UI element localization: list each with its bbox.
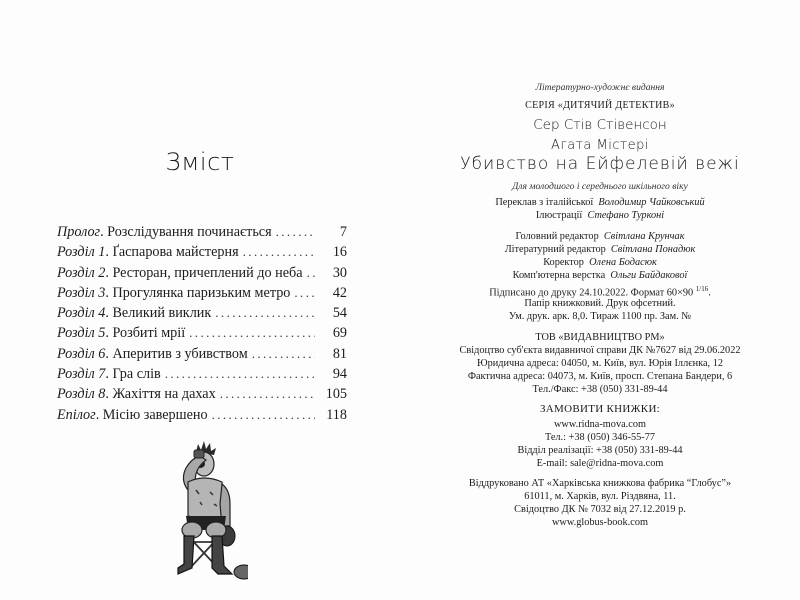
credit-name: Стефано Турконі — [587, 210, 665, 221]
boxer-illustration — [152, 432, 248, 584]
toc-entry: Епілог . Місію завершено ..... 118 — [57, 405, 347, 425]
toc-entry-prefix: Розділ 3 — [57, 284, 106, 301]
toc-entry-prefix: Розділ 4 — [57, 305, 106, 322]
publisher-name: ТОВ «ВИДАВНИЦТВО РМ» — [535, 332, 665, 343]
toc-entry-page: 105 — [325, 386, 347, 403]
toc-entry: Розділ 2 . Ресторан, причеплений до неба ..... 30 — [57, 263, 347, 283]
credit-role: Переклав з італійської — [495, 197, 594, 208]
toc-leader-dots — [189, 323, 315, 343]
order-website-link[interactable]: www.ridna-mova.com — [554, 419, 646, 430]
toc-entry: Розділ 1 . Ґаспарова майстерня ..... 16 — [57, 242, 347, 262]
toc-entry-page: 7 — [339, 224, 347, 240]
editor-credit — [400, 257, 800, 268]
toc-entry-title: Аперитив з убивством — [112, 345, 248, 362]
toc-entry: Розділ 8 . Жахіття на дахах ..... 105 — [57, 384, 347, 404]
toc-entry-page: 94 — [332, 366, 347, 383]
toc-entry-title: Гра слів — [112, 366, 161, 383]
toc-entry: Розділ 6 . Аперитив з убивством ..... 81 — [57, 344, 347, 364]
printer-certificate: Свідоцтво ДК № 7032 від 27.12.2019 р. — [514, 504, 686, 515]
editor-name: Олена Бодасюк — [589, 257, 657, 268]
toc-entry-page: 16 — [332, 244, 347, 261]
toc-entry-prefix: Епілог — [57, 406, 96, 423]
series-name: Агата Містері — [551, 138, 649, 153]
toc-entry-title: Розслідування починається — [107, 224, 272, 240]
credit-name: Володимир Чайковський — [598, 197, 705, 208]
toc-entry-page: 118 — [326, 406, 347, 423]
toc-entry-title: Великий виклик — [112, 305, 212, 322]
credit-role: Ілюстрації — [535, 210, 583, 221]
toc-entry: Розділ 5 . Розбиті мрії ..... 69 — [57, 323, 347, 343]
toc-entry: Пролог . Розслідування починається ..... 7 — [57, 222, 347, 242]
toc-entry-title: Ресторан, причеплений до неба — [112, 264, 303, 281]
toc-leader-dots — [276, 222, 315, 242]
toc-entry-title: Розбиті мрії — [112, 325, 186, 342]
toc-leader-dots — [243, 242, 315, 262]
printer-name: Віддруковано АТ «Харківська книжкова фабрика “Глобус”» — [468, 478, 732, 489]
toc-leader-dots — [220, 384, 315, 404]
audience-label: Для молодшого і середнього шкільного віку — [512, 181, 688, 192]
toc-leader-dots — [165, 364, 315, 384]
print-paper: Папір книжковий. Друк офсетний. — [524, 298, 676, 309]
translator-credit — [400, 197, 800, 208]
toc-entry-title: Ґаспарова майстерня — [112, 244, 239, 261]
book-title: Убивство на Ейфелевій вежі — [460, 154, 740, 174]
genre-label: Літературно-художнє видання — [535, 82, 665, 93]
toc-entry-page: 54 — [332, 305, 347, 322]
toc-entry-prefix: Розділ 5 — [57, 325, 106, 342]
toc-entry-page: 42 — [332, 284, 347, 301]
order-sales-phone: Відділ реалізації: +38 (050) 331-89-44 — [517, 445, 683, 456]
toc-entry-prefix: Розділ 6 — [57, 345, 106, 362]
toc-entry-prefix: Пролог — [57, 224, 101, 240]
print-signed: Підписано до друку 24.10.2022. Формат 60×90 $^{1/16}$. — [489, 285, 711, 299]
toc-leader-dots — [252, 344, 315, 364]
table-of-contents — [57, 222, 347, 425]
toc-entry-prefix: Розділ 1 — [57, 244, 106, 261]
format-fraction: 1/16 — [695, 285, 709, 293]
editor-role: Літературний редактор — [504, 244, 606, 255]
editor-credit — [400, 231, 800, 242]
toc-entry-title: Жахіття на дахах — [112, 386, 216, 403]
toc-entry-page: 30 — [332, 264, 347, 281]
toc-entry-page: 69 — [332, 325, 347, 342]
order-email-link[interactable]: E-mail: sale@ridna-mova.com — [536, 458, 664, 469]
toc-title: Зміст — [165, 148, 235, 176]
toc-entry-prefix: Розділ 2 — [57, 264, 106, 281]
print-signed-text: Підписано до друку 24.10.2022. Формат 60×90 — [489, 287, 694, 299]
toc-entry-title: Прогулянка паризьким метро — [112, 284, 291, 301]
editor-name: Ольги Байдакової — [610, 270, 688, 281]
editor-credit — [400, 244, 800, 255]
toc-entry-prefix: Розділ 8 — [57, 386, 106, 403]
toc-entry-prefix: Розділ 7 — [57, 366, 106, 383]
publisher-certificate: Свідоцтво суб'єкта видавничої справи ДК №7627 від 29.06.2022 — [459, 345, 741, 356]
toc-entry-page: 81 — [332, 345, 347, 362]
toc-leader-dots — [294, 283, 315, 303]
editor-name: Світлана Крунчак — [603, 231, 685, 242]
toc-entry-title: Місію завершено — [102, 406, 208, 423]
publisher-phone: Тел./Факс: +38 (050) 331-89-44 — [532, 384, 668, 395]
toc-entry: Розділ 4 . Великий виклик ..... 54 — [57, 303, 347, 323]
toc-leader-dots — [307, 263, 315, 283]
editor-role: Комп'ютерна верстка — [512, 270, 606, 281]
right-page — [400, 0, 800, 600]
editor-name: Світлана Понадюк — [610, 244, 696, 255]
toc-leader-dots — [212, 405, 315, 425]
series-label: СЕРІЯ «ДИТЯЧИЙ ДЕТЕКТИВ» — [525, 100, 675, 111]
printer-address: 61011, м. Харків, вул. Різдвяна, 11. — [524, 491, 676, 502]
toc-entry: Розділ 3 . Прогулянка паризьким метро ..... 42 — [57, 283, 347, 303]
print-sheets: Ум. друк. арк. 8,0. Тираж 1100 пр. Зам. № — [508, 311, 692, 322]
publisher-legal-address: Юридична адреса: 04050, м. Київ, вул. Юрія Іллєнка, 12 — [476, 358, 723, 369]
author-alias: Сер Стів Стівенсон — [533, 117, 667, 133]
editor-role: Коректор — [543, 257, 584, 268]
editor-credit — [400, 270, 800, 281]
order-heading: ЗАМОВИТИ КНИЖКИ: — [539, 403, 661, 415]
order-phone: Тел.: +38 (050) 346-55-77 — [544, 432, 656, 443]
editor-role: Головний редактор — [515, 231, 599, 242]
illustrator-credit — [400, 210, 800, 221]
toc-leader-dots — [215, 303, 315, 323]
printer-website-link[interactable]: www.globus-book.com — [551, 517, 648, 528]
publisher-actual-address: Фактична адреса: 04073, м. Київ, просп. Степана Бандери, 6 — [467, 371, 733, 382]
toc-entry: Розділ 7 . Гра слів ..... 94 — [57, 364, 347, 384]
